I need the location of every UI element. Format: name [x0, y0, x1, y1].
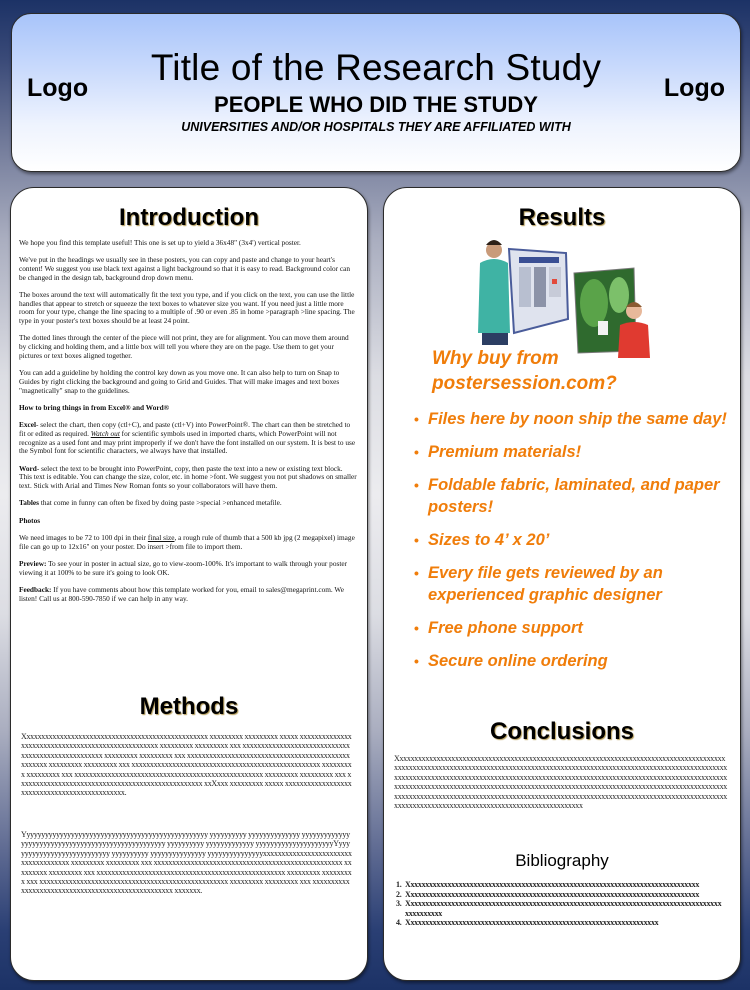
- bullet-icon: •: [414, 565, 419, 581]
- poster-session-photo-icon: [474, 233, 654, 358]
- feature-item: [414, 408, 734, 430]
- feature-text: Files here by noon ship the same day!: [428, 410, 727, 428]
- intro-paragraph: The dotted lines through the center of the piece will not print, they are for alignment. You can move them around by clicking and holding them, and a little box will tell you where they are on the page. Use them to get your pictures or text boxes aligned together.: [19, 333, 349, 360]
- word-paragraph: [19, 465, 357, 491]
- feature-item: [414, 617, 734, 639]
- poster-header: [11, 13, 741, 172]
- bibliography-item: [396, 899, 722, 918]
- bullet-icon: •: [414, 477, 419, 493]
- photos-text-2: , a rough rule of thumb that a 500 kb jpg (2 megapixel) image file can go up to 12x16" on your poster. Do insert >from file to import them.: [19, 532, 355, 551]
- howto-heading-text: How to bring things in from Excel® and Word®: [19, 402, 170, 412]
- conclusions-heading: Conclusions: [489, 718, 634, 745]
- introduction-heading: Introduction: [119, 204, 259, 231]
- bibliography-heading: Bibliography: [515, 851, 609, 870]
- feature-item: [414, 474, 734, 518]
- howto-heading: [19, 404, 357, 413]
- introduction-body: [19, 239, 357, 612]
- bib-text: Xxxxxxxxxxxxxxxxxxxxxxxxxxxxxxxxxxxxxxxxxxxxxxxxxxxxxxxxxxxxxxxxxxxx: [405, 918, 659, 928]
- bullet-icon: •: [414, 411, 419, 427]
- tables-paragraph: [19, 499, 357, 508]
- features-list: [414, 408, 734, 683]
- conclusions-text: Xxxxxxxxxxxxxxxxxxxxxxxxxxxxxxxxxxxxxxxxxxxxxxxxxxxxxxxxxxxxxxxxxxxxxxxxxxxxxxxxxxxxxxxxxxxxxxxxxxxxxxxxxxxxxxxxxxxxxxxxxxxxxxxxxxxxxxxxxxxxxxxxxxxxxxxxxxxxxxxxxxxxxxxxxxxxxxxxxxxxxxxxxxxxxxxxxxxxxxxxxxxxxxxxxxxxxxxxxxxxxxxxxxxxxxxxxxxxxxxxxxxxxxxxxxxxxxxxxxxxxxxxxxxxxxxxxxxxxxxxxxxxxxxxxxxxxxxxxxxxxxxxxxxxxxxxxxxxxxxxxxxxxxxxxxxxxxxxxxxxxxxxxxxxxxxxxxxxxxxxxxxxxxxxxxxxxxxxxxxxxxxxxxxxxxxxxxxxxxxxxxxxxxxxxxxxxxxxxxxxxxxxxxxxxxxxxxxxxxxxxxxxxxxxxxxxxxxxxxxxxxxxxxxxxxxxxxxxxxxxxxxxxxxxxxxxxxxxxxxx: [394, 754, 728, 811]
- right-column-panel: [383, 187, 741, 981]
- results-photo: [474, 233, 654, 358]
- bib-number: 3.: [396, 899, 402, 909]
- methods-paragraph-1: Xxxxxxxxxxxxxxxxxxxxxxxxxxxxxxxxxxxxxxxxxxxxxxxxxx xxxxxxxxx xxxxxxxxx xxxxx xxxxxxxxxxxxxxxxxxxxxxxxxxxxxxxxxxxxxxxxxxxxxxxxxxx xxxxxxxxx xxxxxxxxx xxx xxxxxxxxxxxxxxxxxxxxxxxxxxxxxxxxxxxxxxxxxxxxxxxxxxx xxxxxxxxx xxxxxxxxx xxx xxxxxxxxxxxxxxxxxxxxxxxxxxxxxxxxxxxxxxxxxxxxxxxxxxx xxxxxxxxx xxxxxxxxx xxx xxxxxxxxxxxxxxxxxxxxxxxxxxxxxxxxxxxxxxxxxxxxxxxxxxx xxxxxxxxx xxxxxxxxx xxx xxxxxxxxxxxxxxxxxxxxxxxxxxxxxxxxxxxxxxxxxxxxxxxxxxx xxxxxxxxx xxxxxxxxx xxx xxxxxxxxxxxxxxxxxxxxxxxxxxxxxxxxxxxxxxxxxxxxxxxxxx xxXxxx xxxxxxxxx xxxxx xxxxxxxxxxxxxxxxxxxxxxxxxxxxxxxxxxxxxxxxxxxxxx.: [21, 732, 352, 798]
- feature-item: [414, 529, 734, 551]
- methods-paragraph-2: Yyyyyyyyyyyyyyyyyyyyyyyyyyyyyyyyyyyyyyyyyyyyyyyyyy yyyyyyyyyy yyyyyyyyyyyyyy yyyyyyyyyyyyyyyyyyyyyyyyyyyyyyyyyyyyyyyyyyyyyyyyyyyy yyyyyyyyyy yyyyyyyyyyyyy yyyyyyyyyyyyyyyyyyyyyYyyyyyyyyyyyyyyyyyyyyyyyyyyy yyyyyyyyyy yyyyyyyyyyyyyyy yyyyyyyyyyyyyyyxxxxxxxxxxxxxxxxxxxxxxxxxxxxxxxxxxxxx xxxxxxxxx xxxxxxxxx xxx xxxxxxxxxxxxxxxxxxxxxxxxxxxxxxxxxxxxxxxxxxxxxxxxxxx xxxxxxxxx xxxxxxxxx xxx xxxxxxxxxxxxxxxxxxxxxxxxxxxxxxxxxxxxxxxxxxxxxxxxxxx xxxxxxxxx xxxxxxxxx xxx xxxxxxxxxxxxxxxxxxxxxxxxxxxxxxxxxxxxxxxxxxxxxxxxxxx xxxxxxxxx xxxxxxxxx xxx xxxxxxxxxxxxxxxxxxxxxxxxxxxxxxxxxxxxxxxxxxxxxxxxxxx xxxxxxx.: [21, 830, 352, 896]
- feedback-label: Feedback:: [19, 584, 52, 594]
- feature-text: Secure online ordering: [428, 652, 608, 670]
- bibliography-item: [396, 918, 722, 928]
- bib-number: 2.: [396, 889, 402, 899]
- feature-text: Every file gets reviewed by an experienced graphic designer: [428, 564, 663, 604]
- intro-paragraph: We've put in the headings we usually see in these posters, you can copy and paste and change to your heart's content! We suggest you use black text against a light background so that it is easy to read. Background color can be changed in the design tab, background drop down menu.: [19, 255, 350, 282]
- methods-heading: Methods: [139, 693, 239, 720]
- bullet-icon: •: [414, 444, 419, 460]
- final-size-text: final size: [147, 532, 175, 542]
- preview-text: To see your in poster in actual size, go to view-zoom-100%. It's important to walk through your poster viewing it at 100% to be sure it's going to look OK.: [19, 558, 348, 577]
- logo-left: Logo: [27, 74, 89, 102]
- feature-item: [414, 441, 734, 463]
- bibliography-item: [396, 890, 722, 900]
- word-text: - select the text to be brought into PowerPoint, copy, then paste the text into a new or existing text block. This text is editable. You can change the size, color, etc. in home >font. We suggest you not put shadows on smaller text. Stick with Arial and Times New Roman fonts so your collaborators will have them.: [19, 463, 357, 490]
- photos-heading: [19, 517, 357, 526]
- photos-heading-text: Photos: [19, 515, 41, 525]
- bullet-icon: •: [414, 620, 419, 636]
- excel-text-1: - select the chart, then copy (ctl+C), and paste (ctl+V) into PowerPoint®. The chart can then be stretched to fit or edited as required.: [19, 420, 351, 438]
- why-buy-line-1: Why buy from: [432, 348, 559, 369]
- why-buy-line-2: postersession.com?: [432, 373, 617, 394]
- feature-item: [414, 562, 734, 606]
- excel-paragraph: [19, 421, 357, 456]
- results-heading: Results: [518, 204, 606, 231]
- tables-label: Tables: [19, 498, 40, 508]
- poster-affiliations: UNIVERSITIES AND/OR HOSPITALS THEY ARE AFFILIATED WITH: [181, 120, 571, 134]
- photos-paragraph: [19, 534, 357, 551]
- bib-text: Xxxxxxxxxxxxxxxxxxxxxxxxxxxxxxxxxxxxxxxxxxxxxxxxxxxxxxxxxxxxxxxxxxxxxxxxxxxxxxx: [405, 880, 700, 889]
- tables-text: that come in funny can often be fixed by doing paste >special >enhanced metafile.: [39, 498, 282, 508]
- bib-text: Xxxxxxxxxxxxxxxxxxxxxxxxxxxxxxxxxxxxxxxxxxxxxxxxxxxxxxxxxxxxxxxxxxxxxxxxxxxxxxx: [405, 889, 700, 899]
- preview-label: Preview:: [19, 558, 47, 568]
- bib-number: 4.: [396, 918, 402, 928]
- feature-text: Free phone support: [428, 619, 583, 637]
- feature-text: Foldable fabric, laminated, and paper posters!: [428, 476, 720, 516]
- feature-item: [414, 650, 734, 672]
- preview-paragraph: [19, 560, 357, 577]
- poster-title: Title of the Research Study: [150, 47, 602, 88]
- feature-text: Premium materials!: [428, 443, 582, 461]
- feedback-text: If you have comments about how this template worked for you, email to sales@megaprint.com. We listen! Call us at 800-590-7850 if we can help in any way.: [19, 584, 344, 603]
- bibliography-item: [396, 880, 722, 890]
- bibliography-list: [396, 880, 722, 928]
- intro-paragraph: You can add a guideline by holding the control key down as you move one. It can also help to turn on Snap to Guides by right clicking the background and going to Grid and Guides. That will make images and text boxes "magnetically" snap to the guidelines.: [19, 368, 340, 395]
- logo-right: Logo: [663, 74, 725, 102]
- word-label: Word: [19, 463, 37, 473]
- intro-paragraph: The boxes around the text will automatically fit the text you type, and if you click on the text, you can use the little handles that appear to stretch or squeeze the text boxes to whatever size you want. If you need just a little more room for your type, change the line spacing to a multiple of .90 or even .85 in home >paragraph >line spacing. The type in your poster's text boxes should be at least 24 point.: [19, 290, 355, 326]
- bib-text: Xxxxxxxxxxxxxxxxxxxxxxxxxxxxxxxxxxxxxxxxxxxxxxxxxxxxxxxxxxxxxxxxxxxxxxxxxxxxxxxxxxxxxxxxxxxxxxx: [405, 899, 722, 918]
- bib-number: 1.: [396, 880, 402, 889]
- left-column-panel: [10, 187, 368, 981]
- bullet-icon: •: [414, 653, 419, 669]
- photos-text-1: We need images to be 72 to 100 dpi in their: [19, 532, 148, 542]
- excel-label: Excel: [19, 420, 37, 430]
- watch-out-text: Watch out: [90, 428, 120, 438]
- poster-authors: PEOPLE WHO DID THE STUDY: [214, 92, 538, 117]
- intro-paragraph: We hope you find this template useful! This one is set up to yield a 36x48" (3x4') vertical poster.: [19, 238, 301, 247]
- excel-text-2: for scientific symbols used in imported charts, which PowerPoint will not recognize as a used font and may print improperly if we don't have the font installed on our system. It is best to use the Symbol font for scientific characters, we always have that installed.: [19, 428, 356, 456]
- bullet-icon: •: [414, 532, 419, 548]
- feedback-paragraph: [19, 586, 357, 603]
- feature-text: Sizes to 4’ x 20’: [428, 531, 550, 549]
- why-buy-heading: [432, 346, 617, 396]
